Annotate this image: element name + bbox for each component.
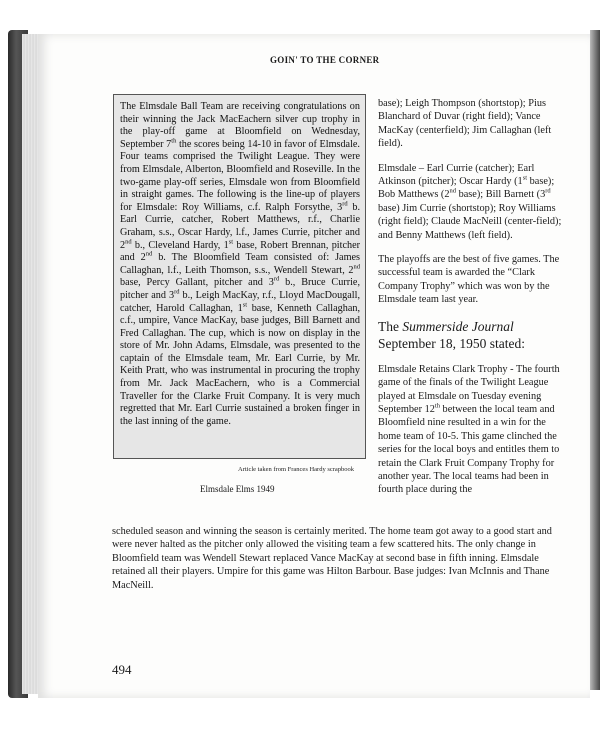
- article-text: The Elmsdale Ball Team are receiving congratulations on their winning the Jack MacEachern silver cup trophy in the play-off game at Bloomfield on Wednesday, September 7th the scores being 14-10 in favor of Elmsdale. Four teams comprised the Twilight League. They were from Elmsdale, Alberton, Bloomfield and Roseville. In the two-game play-off series, Elmsdale won from Bloomfield in straight games. The following is the line-up of players for Elmsdale: Roy Williams, c.f. Ralph Forsythe, 3rd b. Earl Currie, catcher, Robert Matthews, r.f., Charlie Graham, s.s., Oscar Hardy, l.f., James Currie, pitcher and 2nd b., Cleveland Hardy, 1st base, Robert Brennan, pitcher and 2nd b. The Bloomfield Team consisted of: James Callaghan, l.f., Leith Thomson, s.s., Wendell Stewart, 2nd base, Percy Gallant, pitcher and 3rd b., Bruce Currie, pitcher and 3rd b., Leigh MacKay, r.f., Lloyd MacDougall, catcher, Harold Callaghan, 1st base, Kenneth Callaghan, c.f., umpire, Vance MacKay, base judges, Bill Barnett and Fred Callaghan. The cup, which is now on display in the store of Mr. John Adams, Elmsdale, was presented to the captain of the Elmsdale team, Mr. Earl Currie, by Mr. Keith Pratt, who was instrumental in procuring the trophy from Mr. Jack MacEachern, who is a Commercial Traveller for the Clarke Fruit Company. It is very much regretted that Mr. Earl Currie sustained a broken finger in the last inning of the game.: [120, 101, 361, 427]
- right-page-edge: [590, 30, 600, 690]
- running-head: GOIN' TO THE CORNER: [270, 55, 380, 65]
- journal-article-continued: scheduled season and winning the season is certainly merited. The home team got away to a good start and were never halted as the pitcher only allowed the visiting team a few scattered hits. The only change in Bloomfield team was Wendell Stewart replaced Vance MacKay at second base in fifth inning. Elmsdale retained all their players. Umpire for this game was Hilton Barbour. Base judges: Ivan McInnis and Thane MacNeill.: [112, 526, 552, 591]
- elmsdale-lineup: Elmsdale – Earl Currie (catcher); Earl Atkinson (pitcher); Oscar Hardy (1st base); Bob Matthews (2nd base); Bill Barnett (3rd base) Jim Currie (shortstop); Roy Williams (right field); Claude MacNeill (center-field); and Benny Matthews (left field).: [378, 162, 562, 241]
- lineup-continued: base); Leigh Thompson (shortstop); Pius Blanchard of Duvar (right field); Vance MacKay (centerfield); Jim Callaghan (left field).: [378, 98, 552, 150]
- article-credit: Article taken from Frances Hardy scrapbook: [238, 466, 355, 473]
- photo-caption: Elmsdale Elms 1949: [200, 484, 275, 494]
- page-number: 494: [112, 662, 132, 677]
- scrapbook-article: [113, 94, 366, 459]
- journal-article: Elmsdale Retains Clark Trophy - The fourth game of the finals of the Twilight League played at Elmsdale on Tuesday evening September 12th between the local team and Bloomfield nine resulted in a win for the home team of 10-5. This game clinched the series for the local boys and entitles them to retain the Clark Fruit Company Trophy for another year. The local teams had been in fourth place during the: [378, 363, 560, 496]
- right-column: [378, 97, 568, 508]
- journal-heading: The Summerside Journal September 18, 1950 stated:: [378, 318, 525, 351]
- playoffs-paragraph: The playoffs are the best of five games. The successful team is awarded the “Clark Company Trophy” which was won by the Elmsdale team last year.: [378, 254, 560, 306]
